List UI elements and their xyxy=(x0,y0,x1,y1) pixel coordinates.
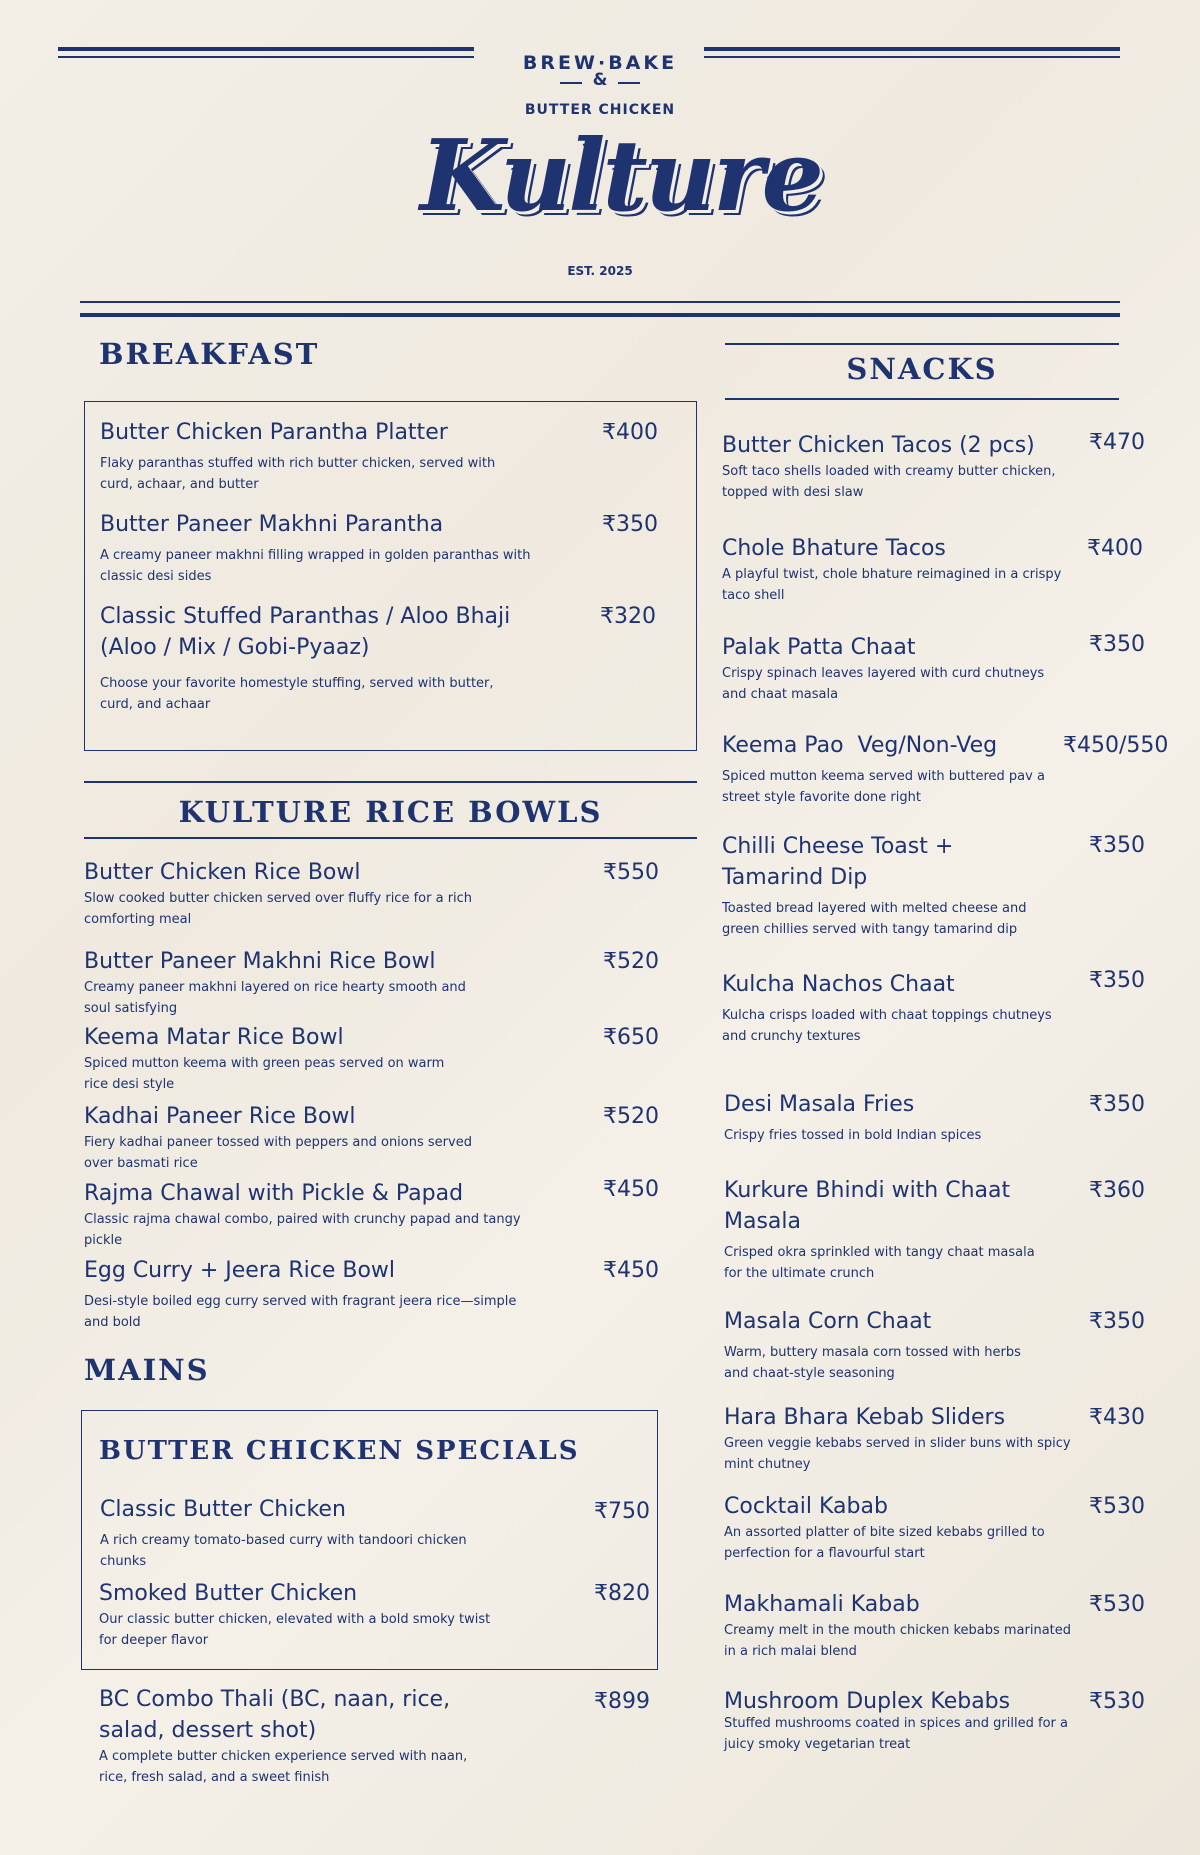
header-rule-right-bottom xyxy=(704,56,1120,58)
snack-item xyxy=(724,1402,1145,1475)
item-desc: Spiced mutton keema with green peas served on warm rice desi style xyxy=(84,1056,445,1092)
item-price: ₹650 xyxy=(603,1025,659,1050)
item-name: Makhamali Kabab xyxy=(724,1592,920,1617)
breakfast-title: BREAKFAST xyxy=(99,337,320,371)
item-price: ₹550 xyxy=(603,860,659,885)
item-desc: Toasted bread layered with melted cheese and green chillies served with tangy tamarind dip xyxy=(722,901,1027,937)
item-desc: A complete butter chicken experience served with naan, rice, fresh salad, and a sweet finish xyxy=(99,1749,468,1785)
item-price: ₹350 xyxy=(1089,1092,1145,1117)
item-desc: Creamy melt in the mouth chicken kebabs marinated in a rich malai blend xyxy=(724,1623,1072,1659)
item-name: Rajma Chawal with Pickle & Papad xyxy=(84,1181,464,1206)
item-price: ₹520 xyxy=(603,949,659,974)
item-desc: Soft taco shells loaded with creamy butter chicken, topped with desi slaw xyxy=(722,464,1056,500)
item-price: ₹450 xyxy=(603,1177,659,1202)
snacks-rule-top xyxy=(725,343,1119,345)
item-price: ₹350 xyxy=(1089,632,1145,657)
item-name: Keema Pao Veg/Non-Veg xyxy=(722,733,998,758)
item-price: ₹520 xyxy=(603,1104,659,1129)
item-price: ₹750 xyxy=(594,1499,650,1524)
rice-bowl-item xyxy=(84,1177,659,1251)
item-desc: Classic rajma chawal combo, paired with crunchy papad and tangy pickle xyxy=(84,1212,521,1248)
breakfast-item xyxy=(100,601,656,715)
item-price: ₹350 xyxy=(1089,968,1145,993)
item-name: Kulcha Nachos Chaat xyxy=(722,972,955,997)
snack-item xyxy=(722,533,1143,606)
brand-amp-dash-right xyxy=(618,82,640,84)
item-desc: Slow cooked butter chicken served over fluffy rice for a rich comforting meal xyxy=(84,891,473,927)
header-rule-left-top xyxy=(58,47,474,51)
item-name: Hara Bhara Kebab Sliders xyxy=(724,1405,1006,1430)
brand-top-line: BREW·BAKE xyxy=(522,52,678,74)
item-desc: Creamy paneer makhni layered on rice hearty smooth and soul satisfying xyxy=(84,980,466,1016)
item-price: ₹470 xyxy=(1089,430,1145,455)
item-price: ₹899 xyxy=(594,1689,650,1714)
mains-title: MAINS xyxy=(84,1353,210,1387)
breakfast-item xyxy=(100,417,658,495)
item-name: Kurkure Bhindi with Chaat Masala xyxy=(724,1178,1011,1234)
header-divider-thick xyxy=(80,313,1120,317)
item-name: Classic Butter Chicken xyxy=(100,1497,346,1522)
snack-item xyxy=(722,430,1145,503)
item-name: BC Combo Thali (BC, naan, rice, salad, dessert shot) xyxy=(99,1687,451,1743)
item-price: ₹400 xyxy=(1087,536,1143,561)
item-name: Mushroom Duplex Kebabs xyxy=(724,1689,1011,1714)
item-name: Desi Masala Fries xyxy=(724,1092,915,1117)
specials-title: BUTTER CHICKEN SPECIALS xyxy=(99,1436,580,1466)
item-price: ₹350 xyxy=(1089,833,1145,858)
header-rule-right-top xyxy=(704,47,1120,51)
item-name: Butter Chicken Rice Bowl xyxy=(84,860,361,885)
brand-ampersand: & xyxy=(592,70,608,90)
item-price: ₹820 xyxy=(594,1581,650,1606)
item-price: ₹530 xyxy=(1089,1494,1145,1519)
snack-item xyxy=(724,1175,1145,1284)
snack-item xyxy=(724,1491,1145,1564)
snack-item xyxy=(724,1306,1145,1384)
snack-item xyxy=(722,730,1169,808)
item-price: ₹350 xyxy=(602,512,658,537)
item-name: Cocktail Kabab xyxy=(724,1494,888,1519)
header-divider-thin xyxy=(80,301,1120,303)
special-item xyxy=(99,1578,650,1651)
combo-item xyxy=(99,1684,650,1788)
item-name: Butter Chicken Tacos (2 pcs) xyxy=(722,433,1035,458)
rice-bowls-title: KULTURE RICE BOWLS xyxy=(178,795,603,829)
item-price: ₹530 xyxy=(1089,1592,1145,1617)
brand-sub-line: BUTTER CHICKEN xyxy=(524,102,676,118)
snack-item xyxy=(724,1686,1145,1755)
snack-item xyxy=(722,968,1145,1047)
item-price: ₹350 xyxy=(1089,1309,1145,1334)
item-price: ₹530 xyxy=(1089,1689,1145,1714)
item-name: Butter Paneer Makhni Rice Bowl xyxy=(84,949,436,974)
snacks-title: SNACKS xyxy=(846,352,998,386)
item-name: Butter Chicken Parantha Platter xyxy=(100,420,448,445)
item-price: ₹430 xyxy=(1089,1405,1145,1430)
snack-item xyxy=(722,632,1145,705)
item-name: Palak Patta Chaat xyxy=(722,635,916,660)
snacks-rule-bottom xyxy=(725,398,1119,400)
special-item xyxy=(100,1494,650,1572)
item-price: ₹360 xyxy=(1089,1178,1145,1203)
brand-established: EST. 2025 xyxy=(567,264,633,278)
rice-bowl-item xyxy=(84,1101,659,1174)
rice-bowl-item xyxy=(84,946,659,1019)
item-name: Butter Paneer Makhni Parantha xyxy=(100,512,444,537)
item-name: Egg Curry + Jeera Rice Bowl xyxy=(84,1258,396,1283)
item-desc: Flaky paranthas stuffed with rich butter chicken, served with curd, achaar, and butter xyxy=(100,456,496,492)
snack-item xyxy=(724,1089,1145,1146)
rice-bowl-item xyxy=(84,1255,659,1333)
item-name: Chilli Cheese Toast + Tamarind Dip xyxy=(722,834,954,890)
item-desc: Crisped okra sprinkled with tangy chaat masala for the ultimate crunch xyxy=(724,1245,1035,1281)
item-desc: Our classic butter chicken, elevated with a bold smoky twist for deeper flavor xyxy=(99,1612,491,1648)
rice-bowls-rule-bottom xyxy=(84,837,697,839)
item-desc: A creamy paneer makhni filling wrapped in golden paranthas with classic desi sides xyxy=(100,548,531,584)
rice-bowl-item xyxy=(84,857,659,930)
item-desc: An assorted platter of bite sized kebabs grilled to perfection for a flavourful start xyxy=(724,1525,1045,1561)
snack-item xyxy=(722,831,1145,940)
item-desc: A playful twist, chole bhature reimagined in a crispy taco shell xyxy=(722,567,1062,603)
item-price: ₹400 xyxy=(602,420,658,445)
breakfast-item xyxy=(100,509,658,587)
item-desc: Kulcha crisps loaded with chaat toppings chutneys and crunchy textures xyxy=(722,1008,1052,1044)
item-name: Keema Matar Rice Bowl xyxy=(84,1025,344,1050)
item-desc: Green veggie kebabs served in slider buns with spicy mint chutney xyxy=(724,1436,1071,1472)
item-name: Smoked Butter Chicken xyxy=(99,1581,358,1606)
header-rule-left-bottom xyxy=(58,56,474,58)
item-price: ₹450/550 xyxy=(1063,733,1169,758)
item-desc: Warm, buttery masala corn tossed with herbs and chaat-style seasoning xyxy=(724,1345,1021,1381)
item-desc: Choose your favorite homestyle stuffing, served with butter, curd, and achaar xyxy=(100,676,494,712)
item-name: Classic Stuffed Paranthas / Aloo Bhaji (Aloo / Mix / Gobi-Pyaaz) xyxy=(100,604,511,660)
rice-bowls-rule-top xyxy=(84,781,697,783)
item-desc: Stuffed mushrooms coated in spices and grilled for a juicy smoky vegetarian treat xyxy=(724,1716,1068,1752)
rice-bowl-item xyxy=(84,1022,659,1095)
brand-amp-dash-left xyxy=(560,82,582,84)
item-desc: Fiery kadhai paneer tossed with peppers and onions served over basmati rice xyxy=(84,1135,472,1171)
item-name: Kadhai Paneer Rice Bowl xyxy=(84,1104,356,1129)
item-desc: Crispy fries tossed in bold Indian spices xyxy=(724,1128,982,1143)
item-name: Chole Bhature Tacos xyxy=(722,536,946,561)
item-desc: A rich creamy tomato-based curry with tandoori chicken chunks xyxy=(100,1533,467,1569)
item-name: Masala Corn Chaat xyxy=(724,1309,932,1334)
item-price: ₹320 xyxy=(600,604,656,629)
brand-logo-text: Kulture xyxy=(420,119,822,234)
item-price: ₹450 xyxy=(603,1258,659,1283)
item-desc: Spiced mutton keema served with buttered pav a street style favorite done right xyxy=(722,769,1045,805)
snack-item xyxy=(724,1589,1145,1662)
item-desc: Desi-style boiled egg curry served with fragrant jeera rice—simple and bold xyxy=(84,1294,517,1330)
item-desc: Crispy spinach leaves layered with curd chutneys and chaat masala xyxy=(722,666,1045,702)
